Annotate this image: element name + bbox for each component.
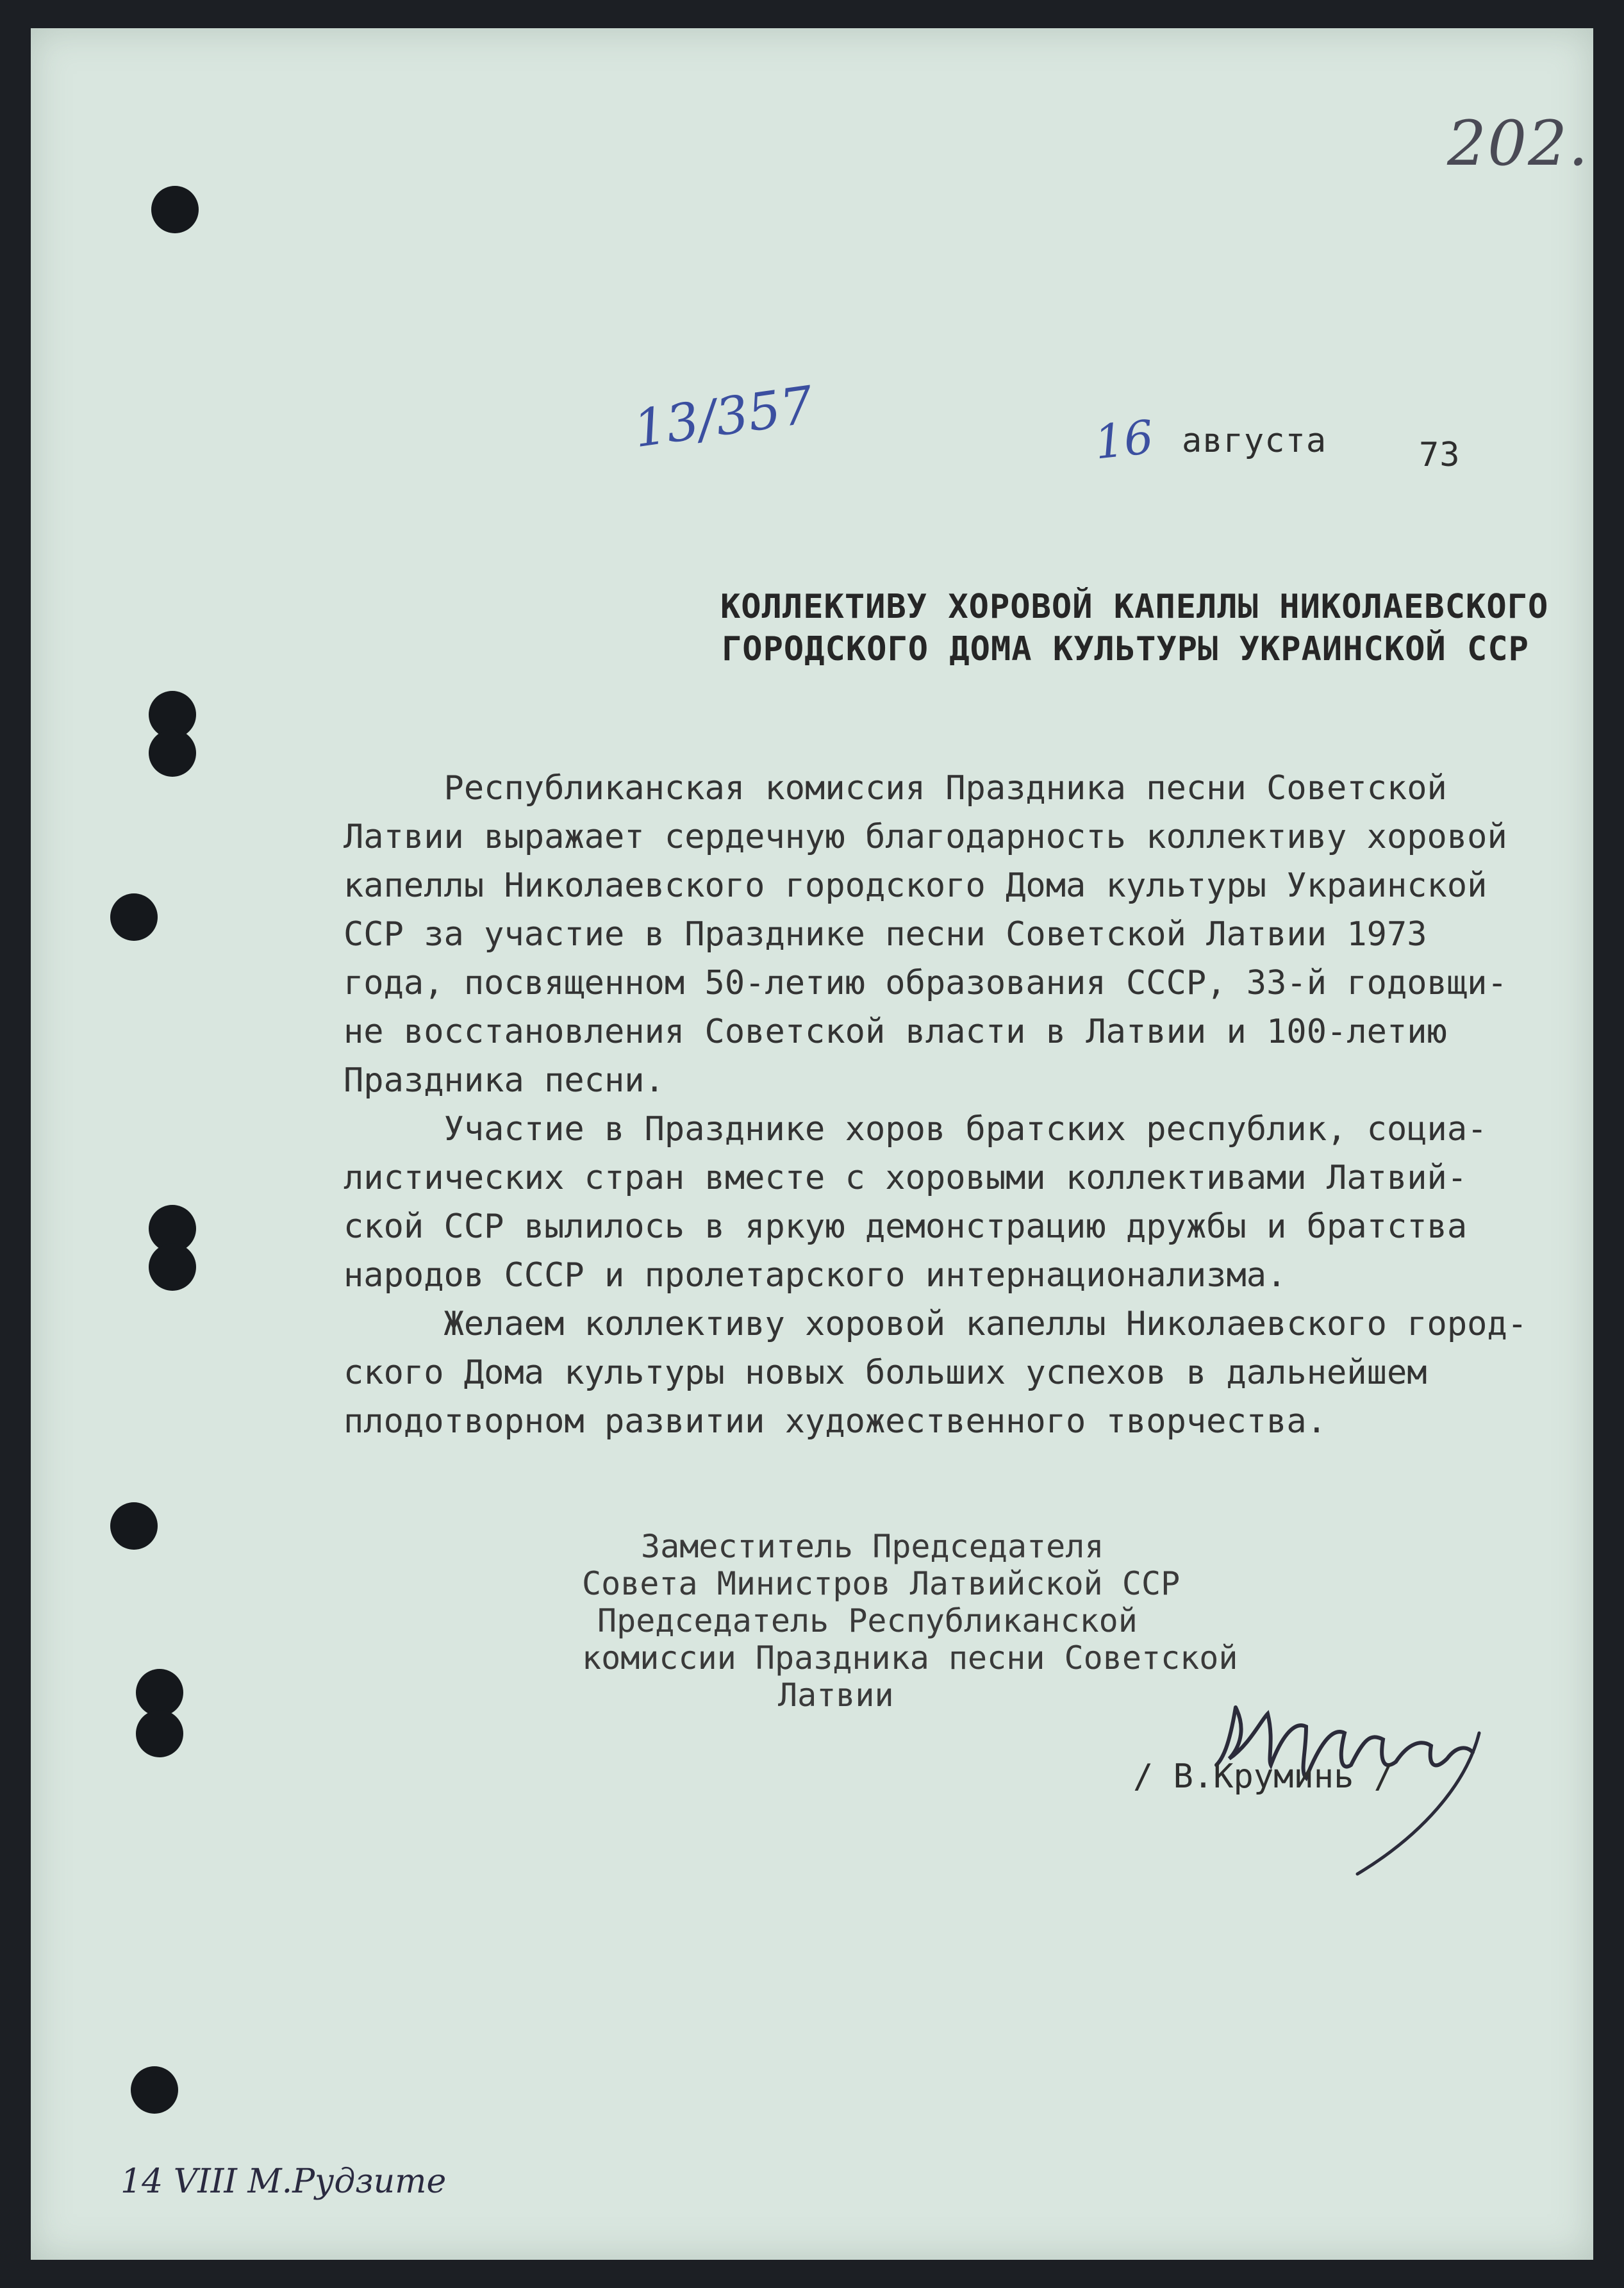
addressee (720, 586, 1548, 670)
signature-title-line: Латвии (778, 1677, 894, 1714)
body-line: ССР за участие в Празднике песни Советской Латвии 1973 (344, 915, 1427, 954)
punch-hole (151, 186, 199, 233)
body-line: Участие в Празднике хоров братских республик, социа- (344, 1110, 1487, 1148)
punch-hole (136, 1669, 183, 1716)
body-line: Праздника песни. (344, 1061, 665, 1100)
punch-hole (110, 893, 158, 941)
body-line: плодотворном развитии художественного творчества. (344, 1402, 1327, 1441)
document-sheet (31, 28, 1593, 2260)
page-number: 202. (1447, 108, 1589, 179)
body-line: ского Дома культуры новых больших успехов в дальнейшем (344, 1354, 1427, 1392)
punch-hole (149, 729, 196, 777)
signer-name: / В.Круминь / (1133, 1757, 1394, 1796)
signature-title-line: комиссии Праздника песни Советской (582, 1639, 1238, 1677)
letter-body (344, 764, 1528, 1446)
footer-note-text: 14 VIII М.Рудзите (120, 2162, 447, 2201)
date-day: 16 (1091, 410, 1156, 470)
punch-hole (110, 1502, 158, 1550)
date-month: августа (1182, 422, 1327, 460)
body-line: капеллы Николаевского городского Дома культуры Украинской (344, 866, 1487, 905)
signature-title-line: Совета Министров Латвийской ССР (582, 1565, 1181, 1602)
body-line: народов СССР и пролетарского интернационализма. (344, 1256, 1287, 1295)
body-line: Латвии выражает сердечную благодарность коллективу хоровой (344, 818, 1507, 856)
body-line: не восстановления Советской власти в Латвии и 100-летию (344, 1013, 1447, 1051)
addressee-line: КОЛЛЕКТИВУ ХОРОВОЙ КАПЕЛЛЫ НИКОЛАЕВСКОГО (720, 588, 1549, 626)
punch-hole (131, 2066, 178, 2114)
punch-hole (149, 1243, 196, 1291)
registration-number: 13/357 (629, 374, 817, 460)
punch-hole (136, 1710, 183, 1757)
body-line: листических стран вместе с хоровыми коллективами Латвий- (344, 1159, 1468, 1197)
body-line: Желаем коллективу хоровой капеллы Николаевского город- (344, 1305, 1528, 1343)
body-line: ской ССР вылилось в яркую демонстрацию дружбы и братства (344, 1207, 1468, 1246)
footer-note (120, 2162, 446, 2201)
signature-block (556, 1528, 1238, 1714)
signature-title-line: Председатель Республиканской (597, 1602, 1138, 1639)
signature-title-line: Заместитель Председателя (641, 1528, 1104, 1565)
body-line: года, посвященном 50-летию образования СССР, 33-й годовщи- (344, 964, 1507, 1002)
body-line: Республиканская комиссия Праздника песни Советской (344, 769, 1447, 808)
date-year: 73 (1419, 436, 1461, 474)
addressee-line: ГОРОДСКОГО ДОМА КУЛЬТУРЫ УКРАИНСКОЙ ССР (722, 630, 1529, 668)
